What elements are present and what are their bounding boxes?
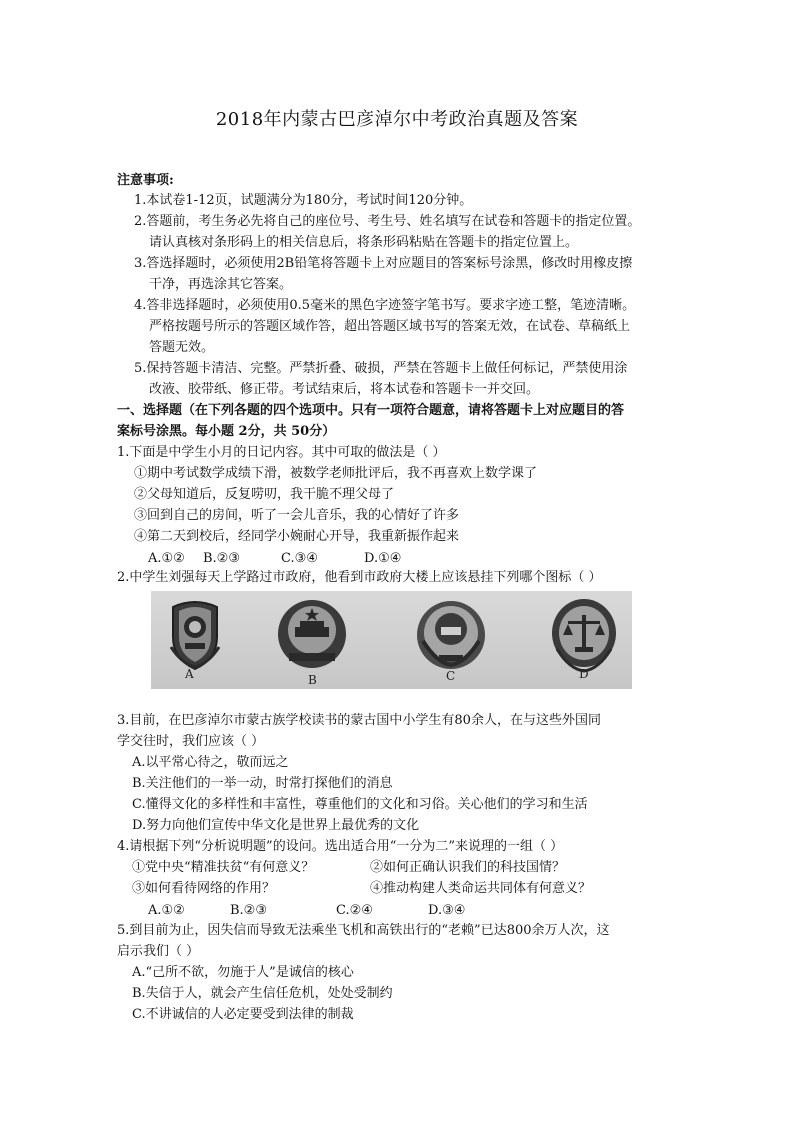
option-label: D (579, 667, 589, 681)
option-c: C.③④ (281, 551, 318, 566)
question-item: ③回到自己的房间，听了一会儿音乐，我的心情好了许多 (134, 508, 460, 523)
option-d: D.努力向他们宣传中华文化是世界上最优秀的文化 (132, 818, 420, 833)
option-b: B.②③ (203, 551, 240, 566)
note-line: 严格按题号所示的答题区域作答，超出答题区域书写的答案无效，在试卷、草稿纸上 (149, 319, 631, 334)
question-stem: 学交往时，我们应该（ ） (117, 734, 265, 749)
option-label: C (446, 669, 456, 683)
option-a: A.①② (148, 903, 185, 918)
note-line: 4.答非选择题时，必须使用0.5毫米的黑色字迹签字笔书写。要求字迹工整，笔迹清晰。 (134, 298, 636, 313)
question-item: ④推动构建人类命运共同体有何意义？ (370, 881, 592, 896)
option-label: A (185, 667, 194, 681)
note-line: 2.答题前，考生务必先将自己的座位号、考生号、姓名填写在试卷和答题卡的指定位置。 (134, 214, 641, 229)
option-b: B.②③ (230, 903, 267, 918)
option-b: B.关注他们的一举一动，时常打探他们的消息 (132, 776, 393, 791)
question-stem: 2.中学生刘强每天上学路过市政府，他看到市政府大楼上应该悬挂下列哪个图标（ ） (117, 570, 602, 585)
question-item: ②父母知道后，反复唠叨，我干脆不理父母了 (134, 487, 395, 502)
note-line: 3.答选择题时，必须使用2B铅笔将答题卡上对应题目的答案标号涂黑，修改时用橡皮擦 (134, 256, 633, 271)
question-stem: 启示我们（ ） (117, 944, 200, 959)
question-item: ①党中央“精准扶贫“有何意义？ (132, 860, 315, 875)
option-a: A.①② (148, 551, 185, 566)
page-title: 2018年内蒙古巴彦淖尔中考政治真题及答案 (215, 109, 579, 130)
note-line: 答题无效。 (149, 340, 215, 355)
police-emblem-icon (165, 597, 225, 673)
emblem-photo (151, 591, 632, 689)
option-c: C.②④ (336, 903, 373, 918)
option-d: D.①④ (364, 551, 402, 566)
note-line: 改液、胶带纸、修正带。考试结束后，将本试卷和答题卡一并交回。 (149, 382, 540, 397)
notes-heading: 注意事项: (117, 173, 174, 188)
question-stem: 3.目前，在巴彦淖尔市蒙古族学校读书的蒙古国中小学生有80余人，在与这些外国同 (117, 713, 601, 728)
option-a: A.“己所不欲，勿施于人”是诚信的核心 (132, 965, 354, 980)
option-a: A.以平常心待之，敬而远之 (132, 755, 289, 770)
procuratorate-emblem-icon (549, 595, 619, 675)
option-b: B.失信于人，就会产生信任危机，处处受制约 (132, 986, 393, 1001)
question-item: ①期中考试数学成绩下滑，被数学老师批评后，我不再喜欢上数学课了 (134, 466, 538, 481)
question-item: ②如何正确认识我们的科技国情？ (370, 860, 566, 875)
option-c: C.懂得文化的多样性和丰富性，尊重他们的文化和习俗。关心他们的学习和生活 (132, 797, 588, 812)
question-stem: 1.下面是中学生小月的日记内容。其中可取的做法是（ ） (117, 445, 446, 460)
question-item: ③如何看待网络的作用？ (132, 881, 276, 896)
question-stem: 4.请根据下列“分析说明题”的设问。选出适合用“一分为二”来说理的一组（ ） (117, 839, 564, 854)
note-line: 1.本试卷1-12页，试题满分为180分，考试时间120分钟。 (134, 193, 473, 208)
option-c: C.不讲诚信的人必定要受到法律的制裁 (132, 1007, 354, 1022)
note-line: 干净，再选涂其它答案。 (149, 277, 293, 292)
court-emblem-icon (413, 597, 489, 673)
note-line: 请认真核对条形码上的相关信息后，将条形码粘贴在答题卡的指定位置上。 (149, 235, 579, 250)
national-emblem-icon (275, 597, 349, 671)
question-item: ④第二天到校后，经同学小婉耐心开导，我重新振作起来 (134, 529, 460, 544)
option-label: B (308, 673, 317, 687)
section-heading: 一、选择题（在下列各题的四个选项中。只有一项符合题意，请将答题卡上对应题目的答 (117, 403, 625, 418)
note-line: 5.保持答题卡清洁、完整。严禁折叠、破损，严禁在答题卡上做任何标记，严禁使用涂 (134, 361, 628, 376)
option-d: D.③④ (428, 903, 466, 918)
question-stem: 5.到目前为止，因失信而导致无法乘坐飞机和高铁出行的“老赖”已达800余万人次，这 (117, 923, 610, 938)
section-heading: 案标号涂黑。每小题 2分，共 50分） (117, 424, 336, 439)
